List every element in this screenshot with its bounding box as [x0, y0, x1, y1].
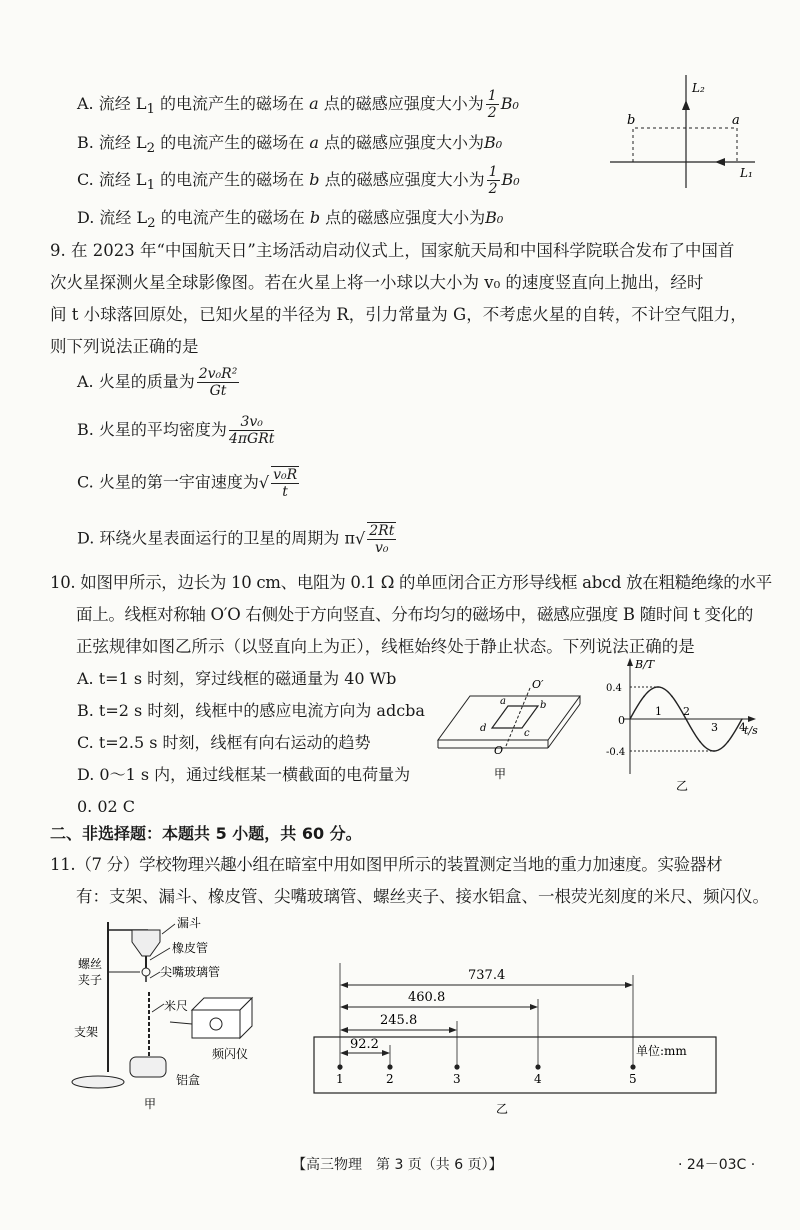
x-tick-label: 3	[711, 721, 718, 734]
svg-text:92.2: 92.2	[350, 1037, 379, 1052]
sqrt-sign: √	[258, 473, 270, 492]
q9-option-a: A. 火星的质量为 $\frac{\text{2v₀R²}}{Gt}$	[77, 366, 238, 399]
q8-option-a: A. 流经 $L_1$ 的电流产生的磁场在 a 点的磁感应强度大小为 $\frac{1}{2}$ B₀	[77, 88, 519, 121]
svg-text:1: 1	[336, 1072, 344, 1086]
q10-option-a: A. t=1 s 时刻，穿过线框的磁通量为 40 Wb	[77, 669, 397, 688]
q10-stem-3: 正弦规律如图乙所示（以竖直向上为正），线框始终处于静止状态。下列说法正确的是	[76, 637, 695, 656]
svg-text:245.8: 245.8	[380, 1013, 418, 1028]
q10-option-d: D. 0～1 s 内，通过线框某一横截面的电荷量为	[77, 765, 411, 784]
q11-stem-1: 11.（7 分）学校物理兴趣小组在暗室中用如图甲所示的装置测定当地的重力加速度。实验器材	[50, 855, 723, 874]
data-point	[643, 696, 645, 698]
svg-text:螺丝: 螺丝	[78, 957, 103, 971]
label-a: a	[732, 113, 740, 128]
fraction: $\frac{1}{2}$	[488, 164, 498, 197]
svg-text:b: b	[540, 700, 547, 711]
svg-text:737.4: 737.4	[468, 968, 506, 983]
svg-text:O′: O′	[532, 678, 544, 691]
svg-text:铝盒: 铝盒	[176, 1073, 201, 1087]
q11-fig-jia	[70, 912, 280, 1117]
label-l2: L₂	[692, 81, 705, 95]
q10-option-d-cont: 0. 02 C	[77, 797, 136, 816]
q9-option-d: D. 环绕火星表面运行的卫星的周期为 π√ $\frac{2Rt}{\text{v₀}}$	[77, 523, 395, 556]
svg-text:a: a	[500, 696, 506, 707]
x-tick-label: 2	[683, 705, 690, 718]
q8-option-d: D. 流经 $L_2$ 的电流产生的磁场在 b 点的磁感应强度大小为B₀	[77, 208, 504, 232]
svg-text:3: 3	[453, 1072, 461, 1086]
svg-text:甲: 甲	[494, 767, 507, 781]
data-point	[727, 741, 729, 743]
label-l1: L₁	[740, 166, 753, 180]
data-point	[629, 718, 631, 720]
aluminium-box	[130, 1057, 166, 1077]
svg-text:频闪仪: 频闪仪	[212, 1047, 249, 1061]
q9-stem-3: 间 t 小球落回原处，已知火星的半径为 R，引力常量为 G，不考虑火星的自转，不计空气阻力，	[50, 305, 747, 324]
arrow-l2	[682, 100, 690, 110]
svg-text:橡皮管: 橡皮管	[172, 941, 209, 955]
svg-text:漏斗: 漏斗	[177, 916, 202, 930]
svg-text:单位:mm: 单位:mm	[636, 1044, 687, 1058]
svg-text:c: c	[524, 728, 530, 739]
q11-stem-2: 有：支架、漏斗、橡皮管、尖嘴玻璃管、螺丝夹子、接水铝盒、一根荧光刻度的米尺、频闪仪。	[76, 887, 769, 906]
q8-wire-figure	[600, 70, 770, 195]
svg-text:夹子: 夹子	[78, 973, 103, 987]
y-label: B/T	[635, 658, 655, 671]
origin-label: 0	[618, 714, 625, 727]
data-point	[685, 718, 687, 720]
x-tick-label: 1	[655, 705, 662, 718]
q10-stem-2: 面上。线框对称轴 O′O 右侧处于方向竖直、分布均匀的磁场中，磁感应强度 B 随时间 t 变化的	[76, 605, 754, 624]
svg-text:支架: 支架	[74, 1025, 99, 1039]
x-tick-label: 4	[739, 721, 746, 734]
svg-text:O: O	[494, 744, 504, 757]
x-axis-arrow	[748, 716, 756, 722]
y-tick-label: 0.4	[606, 683, 622, 694]
svg-text:甲: 甲	[144, 1097, 157, 1111]
q9-stem-4: 则下列说法正确的是	[50, 337, 199, 356]
q10-option-b: B. t=2 s 时刻，线框中的感应电流方向为 adcba	[77, 701, 425, 720]
q9-stem-1: 9. 在 2023 年“中国航天日”主场活动启动仪式上，国家航天局和中国科学院联合发布了中国首	[50, 241, 735, 260]
q9-option-c: C. 火星的第一宇宙速度为√ $\frac{\text{v₀R}}{t}$	[77, 467, 298, 500]
q10-stem-1: 10. 如图甲所示，边长为 10 cm、电阻为 0.1 Ω 的单匝闭合正方形导线框 abcd 放在粗糙绝缘的水平	[50, 573, 772, 592]
y-tick-label: -0.4	[606, 747, 626, 758]
y-axis-arrow	[627, 658, 633, 666]
sqrt-sign: √	[355, 529, 366, 548]
svg-text:米尺: 米尺	[164, 999, 189, 1013]
svg-text:4: 4	[534, 1072, 542, 1086]
dashed-rect	[633, 128, 737, 162]
data-point	[699, 741, 701, 743]
q8-option-b: B. 流经 $L_2$ 的电流产生的磁场在 a 点的磁感应强度大小为B₀	[77, 133, 503, 157]
svg-text:d: d	[480, 723, 487, 734]
q11-fig-yi	[300, 955, 730, 1120]
q9-stem-2: 次火星探测火星全球影像图。若在火星上将一小球以大小为 v₀ 的速度竖直向上抛出，经时	[50, 273, 704, 292]
data-point	[671, 696, 673, 698]
svg-text:乙: 乙	[496, 1102, 509, 1116]
coil-abcd	[492, 706, 538, 728]
data-point	[741, 718, 743, 720]
svg-text:5: 5	[629, 1072, 637, 1086]
x-label: t/s	[744, 724, 758, 737]
q9-option-b: B. 火星的平均密度为 $\frac{\text{3v₀}}{\text{4πGRt}}$	[77, 414, 275, 447]
svg-text:460.8: 460.8	[408, 990, 446, 1005]
funnel	[132, 930, 160, 956]
q10-fig-jia	[430, 676, 590, 786]
q10-chart-yi	[604, 654, 764, 794]
page-footer-right: · 24－03C ·	[678, 1157, 756, 1173]
fraction: $\frac{1}{2}$	[487, 88, 497, 121]
page-footer-center: 【高三物理 第 3 页（共 6 页）】	[292, 1157, 503, 1173]
strobe-box	[192, 1010, 240, 1038]
svg-text:尖嘴玻璃管: 尖嘴玻璃管	[160, 965, 221, 979]
svg-text:2: 2	[386, 1072, 394, 1086]
q8-option-c: C. 流经 $L_1$ 的电流产生的磁场在 b 点的磁感应强度大小为 $\frac{1}{2}$ B₀	[77, 164, 520, 197]
q10-option-c: C. t=2.5 s 时刻，线框有向右运动的趋势	[77, 733, 371, 752]
arrow-l1	[715, 158, 725, 166]
section-2-heading: 二、非选择题：本题共 5 小题，共 60 分。	[50, 824, 362, 843]
label-b: b	[627, 113, 636, 128]
caption-yi: 乙	[676, 779, 689, 793]
